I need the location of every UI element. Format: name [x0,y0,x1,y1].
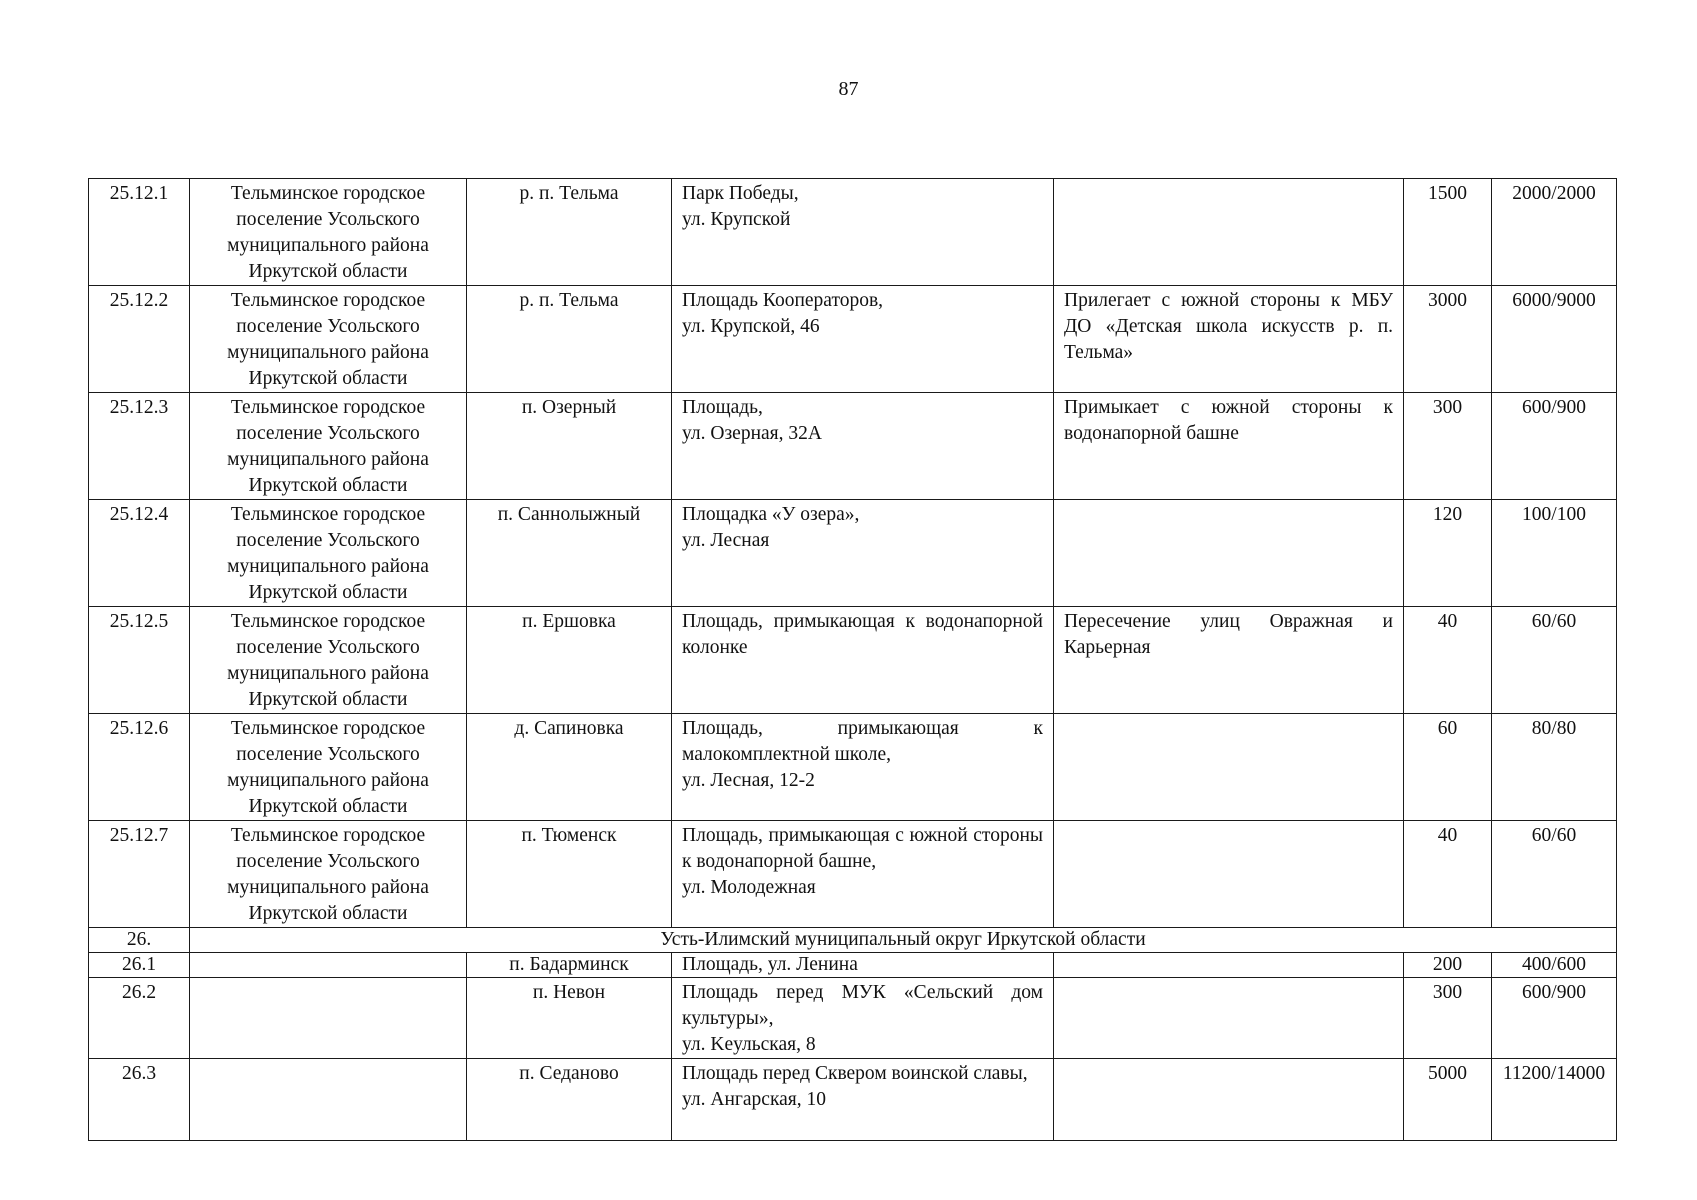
note-cell: Пересечение улиц Овражная и Карьерная [1054,607,1404,714]
locality-cell: п. Седаново [467,1059,672,1141]
group-header-row [89,928,1617,953]
locality-cell: р. п. Тельма [467,179,672,286]
note-cell [1054,821,1404,928]
note-cell [1054,500,1404,607]
row-number: 25.12.3 [89,393,190,500]
object-cell: Площадка «У озера», ул. Лесная [672,500,1054,607]
area-cell: 200 [1404,953,1492,978]
municipality-cell: Тельминское городское поселение Усольского муниципального района Иркутской области [190,179,467,286]
row-number: 26.2 [89,978,190,1059]
object-cell: Площадь Кооператоров, ул. Крупской, 46 [672,286,1054,393]
locality-cell: п. Бадарминск [467,953,672,978]
area-cell: 60 [1404,714,1492,821]
note-cell: Прилегает с южной стороны к МБУ ДО «Детская школа искусств р. п. Тельма» [1054,286,1404,393]
note-cell [1054,1059,1404,1141]
municipality-cell: Тельминское городское поселение Усольского муниципального района Иркутской области [190,286,467,393]
table-row [89,821,1617,928]
municipality-cell: Тельминское городское поселение Усольского муниципального района Иркутской области [190,714,467,821]
row-number: 25.12.5 [89,607,190,714]
note-cell [1054,953,1404,978]
locality-cell: д. Сапиновка [467,714,672,821]
row-number: 25.12.6 [89,714,190,821]
object-cell: Площадь перед Сквером воинской славы, ул. Ангарская, 10 [672,1059,1054,1141]
note-cell: Примыкает с южной стороны к водонапорной башне [1054,393,1404,500]
capacity-cell: 60/60 [1492,607,1617,714]
table-row [89,393,1617,500]
capacity-cell: 2000/2000 [1492,179,1617,286]
table-row [89,286,1617,393]
municipality-cell: Тельминское городское поселение Усольского муниципального района Иркутской области [190,607,467,714]
area-cell: 120 [1404,500,1492,607]
note-cell [1054,978,1404,1059]
table-row [89,714,1617,821]
capacity-cell: 6000/9000 [1492,286,1617,393]
capacity-cell: 11200/14000 [1492,1059,1617,1141]
note-cell [1054,714,1404,821]
object-cell: Площадь, примыкающая к малокомплектной школе, ул. Лесная, 12-2 [672,714,1054,821]
page-number: 87 [838,78,859,100]
locality-cell: п. Саннолыжный [467,500,672,607]
municipality-cell: Тельминское городское поселение Усольского муниципального района Иркутской области [190,393,467,500]
table-row [89,978,1617,1059]
row-number: 26.3 [89,1059,190,1141]
capacity-cell: 400/600 [1492,953,1617,978]
area-cell: 3000 [1404,286,1492,393]
municipality-cell: Тельминское городское поселение Усольского муниципального района Иркутской области [190,500,467,607]
capacity-cell: 600/900 [1492,978,1617,1059]
object-cell: Площадь, примыкающая к водонапорной колонке [672,607,1054,714]
table-row [89,953,1617,978]
municipality-cell [190,1059,467,1141]
locality-cell: п. Тюменск [467,821,672,928]
area-cell: 1500 [1404,179,1492,286]
capacity-cell: 100/100 [1492,500,1617,607]
group-title: Усть-Илимский муниципальный округ Иркутской области [190,928,1617,953]
locality-cell: п. Невон [467,978,672,1059]
group-number: 26. [89,928,190,953]
row-number: 26.1 [89,953,190,978]
area-cell: 300 [1404,978,1492,1059]
area-cell: 300 [1404,393,1492,500]
object-cell: Площадь, ул. Ленина [672,953,1054,978]
row-number: 25.12.2 [89,286,190,393]
municipality-cell: Тельминское городское поселение Усольского муниципального района Иркутской области [190,821,467,928]
row-number: 25.12.7 [89,821,190,928]
municipality-cell [190,978,467,1059]
registry-table [88,178,1617,1141]
locality-cell: п. Ершовка [467,607,672,714]
area-cell: 40 [1404,607,1492,714]
table-row [89,179,1617,286]
capacity-cell: 600/900 [1492,393,1617,500]
locality-cell: п. Озерный [467,393,672,500]
table-row [89,1059,1617,1141]
table-row [89,607,1617,714]
note-cell [1054,179,1404,286]
object-cell: Площадь, ул. Озерная, 32А [672,393,1054,500]
row-number: 25.12.4 [89,500,190,607]
capacity-cell: 80/80 [1492,714,1617,821]
locality-cell: р. п. Тельма [467,286,672,393]
row-number: 25.12.1 [89,179,190,286]
table-row [89,500,1617,607]
area-cell: 40 [1404,821,1492,928]
area-cell: 5000 [1404,1059,1492,1141]
capacity-cell: 60/60 [1492,821,1617,928]
object-cell: Парк Победы, ул. Крупской [672,179,1054,286]
object-cell: Площадь, примыкающая с южной стороны к водонапорной башне, ул. Молодежная [672,821,1054,928]
municipality-cell [190,953,467,978]
object-cell: Площадь перед МУК «Сельский дом культуры», ул. Keульская, 8 [672,978,1054,1059]
